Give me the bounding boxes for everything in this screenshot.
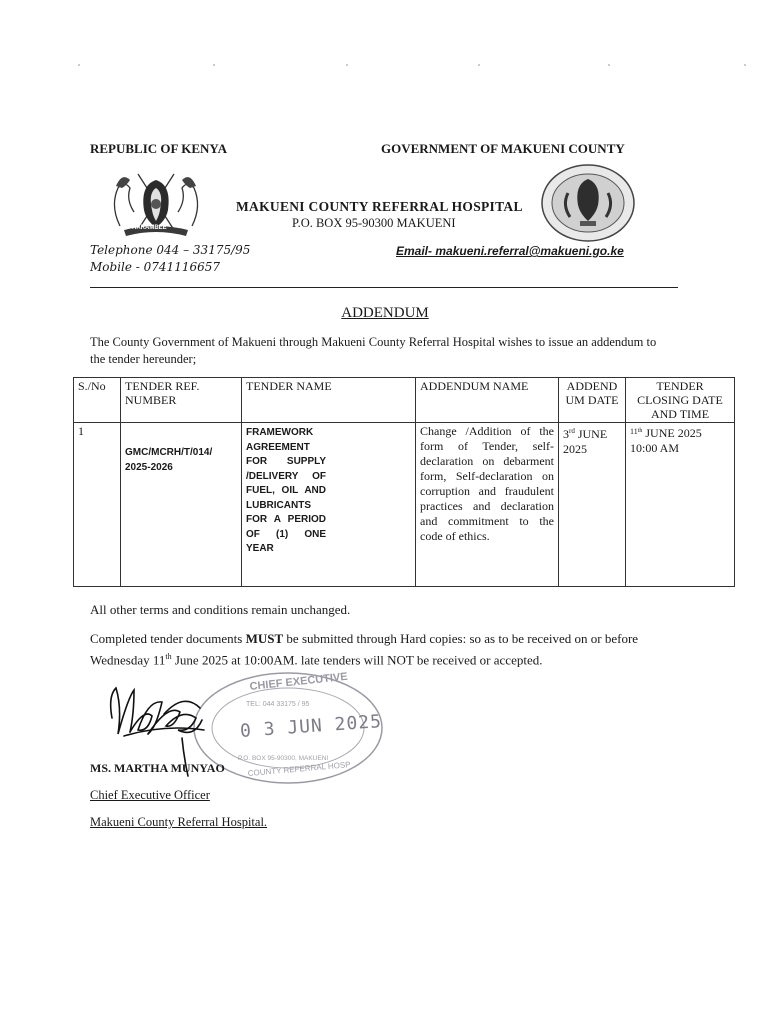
stamp-top-text: CHIEF EXECUTIVE xyxy=(249,670,349,693)
scan-dot xyxy=(608,64,610,66)
scan-dot xyxy=(78,64,80,66)
intro-paragraph: The County Government of Makueni through Makueni County Referral Hospital wishes to issue an addendum to the tender hereunder; xyxy=(90,335,657,366)
republic-heading: REPUBLIC OF KENYA xyxy=(90,141,228,156)
header-divider xyxy=(90,287,678,288)
header-addendum-name: ADDENDUM NAME xyxy=(416,378,559,423)
submission-paragraph xyxy=(90,630,690,669)
tender-table xyxy=(73,377,735,587)
stamp-date: 0 3 JUN 2025 xyxy=(239,711,383,742)
header-closing-date: TENDER CLOSING DATE AND TIME xyxy=(626,378,735,423)
terms-paragraph: All other terms and conditions remain unchanged. xyxy=(90,602,351,617)
email-link[interactable]: Email- makueni.referral@makueni.go.ke xyxy=(396,244,624,258)
addendum-date-suffix: rd xyxy=(569,427,575,435)
cell-tender-ref xyxy=(121,423,242,587)
hospital-name: MAKUENI COUNTY REFERRAL HOSPITAL xyxy=(236,199,523,214)
signatory-organization: Makueni County Referral Hospital. xyxy=(90,815,268,829)
cell-tender-name xyxy=(242,423,416,587)
closing-day: 11 xyxy=(630,427,638,436)
tender-ref-value: GMC/MCRH/T/014/ 2025-2026 xyxy=(125,447,213,473)
stamp-box-text: P.O. BOX 95-90300, MAKUENI xyxy=(238,755,329,762)
makueni-county-seal-icon xyxy=(540,163,636,243)
cell-closing-date xyxy=(626,423,735,587)
scan-dot xyxy=(346,64,348,66)
scan-dot xyxy=(744,64,746,66)
cell-addendum-name xyxy=(416,423,559,587)
scan-dot xyxy=(213,64,215,66)
cell-addendum-date xyxy=(559,423,626,587)
closing-time: 10:00 AM xyxy=(630,441,680,455)
scan-dot xyxy=(478,64,480,66)
cell-sno: 1 xyxy=(74,423,121,587)
addendum-name-value: Change /Addition of the form of Tender, self-declaration on debarment form, Self-declaration on corruption and fraudulent practices and declaration and commitment to the code of ethics. xyxy=(420,424,554,543)
addendum-date-rest: JUNE 2025 xyxy=(563,427,608,456)
submission-text-a: Completed tender documents xyxy=(90,631,246,646)
mobile-line: Mobile - 0741116657 xyxy=(90,260,221,274)
coat-of-arms-motto: HARAMBEE xyxy=(132,225,167,231)
addendum-date-day: 3 xyxy=(563,427,569,441)
table-header-row xyxy=(74,378,735,423)
table-row xyxy=(74,423,735,587)
header-sno: S./No xyxy=(74,378,121,423)
county-heading: GOVERNMENT OF MAKUENI COUNTY xyxy=(381,141,625,156)
stamp-tel-text: TEL: 044 33175 / 95 xyxy=(246,701,310,708)
header-tender-ref: TENDER REF. NUMBER xyxy=(121,378,242,423)
submission-text-b: be submitted through Hard copies: so as to be received on or before Wednesday 11 xyxy=(90,631,639,668)
submission-must: MUST xyxy=(245,631,284,646)
document-title: ADDENDUM xyxy=(341,305,429,321)
closing-suffix: th xyxy=(637,428,643,434)
signatory-title: Chief Executive Officer xyxy=(90,788,210,802)
submission-sup: th xyxy=(165,652,172,661)
submission-text-c: June 2025 at 10:00AM. late tenders will NOT be received or accepted. xyxy=(171,652,543,668)
header-tender-name: TENDER NAME xyxy=(242,378,416,423)
hospital-po-box: P.O. BOX 95-90300 MAKUENI xyxy=(292,216,456,230)
closing-rest: JUNE 2025 xyxy=(645,426,702,440)
header-addendum-date: ADDEND UM DATE xyxy=(559,378,626,423)
stamp-bottom-text: COUNTY REFERRAL HOSP xyxy=(247,760,351,778)
signatory-name: MS. MARTHA MUNYAO xyxy=(90,761,225,775)
telephone-line: Telephone 044 – 33175/95 xyxy=(90,243,251,257)
tender-name-value: FRAMEWORK AGREEMENT FOR SUPPLY /DELIVERY OF FUEL, OIL AND LUBRICANTS FOR A PERIOD OF (1) ONE YEAR xyxy=(246,427,326,554)
